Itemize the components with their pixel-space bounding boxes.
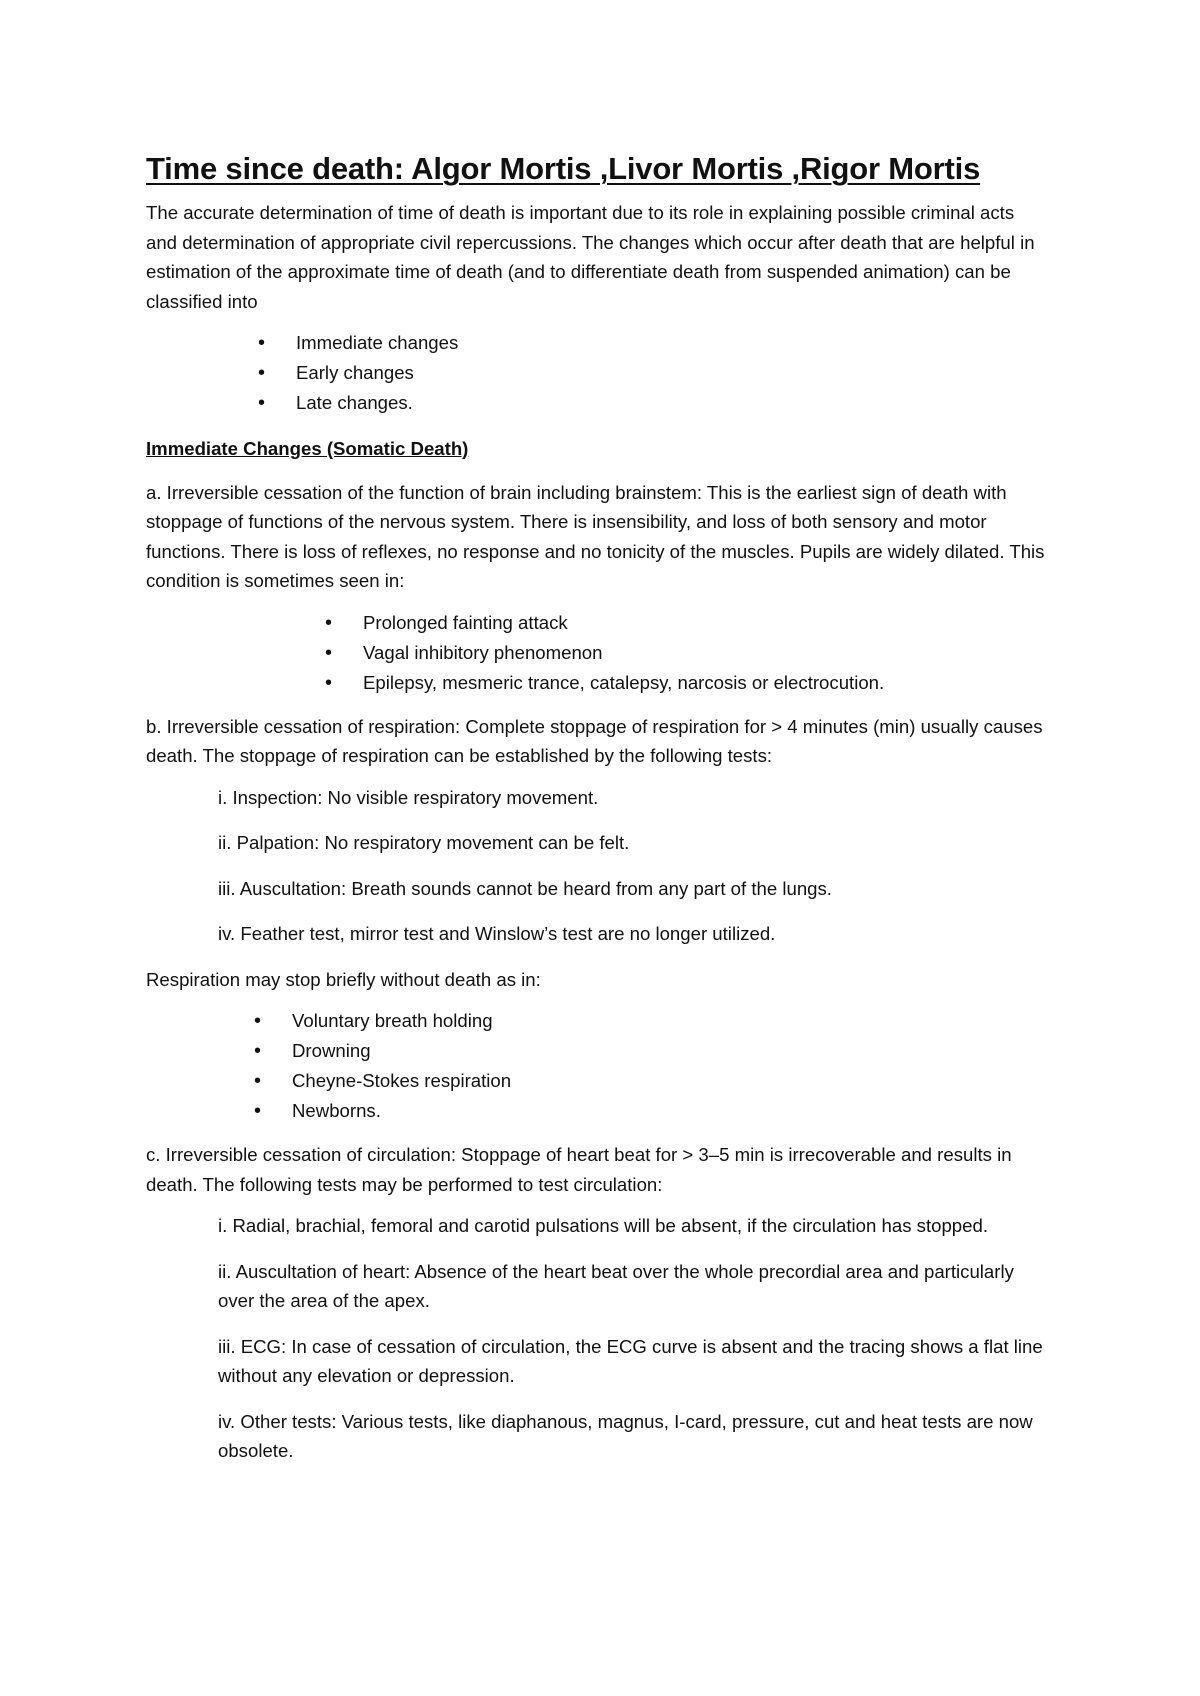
list-item: • Early changes xyxy=(296,358,1046,388)
item-b-paragraph: b. Irreversible cessation of respiration: Complete stoppage of respiration for > 4 minutes (min) usually causes death. The stoppage of respiration can be established by the following tests: xyxy=(146,715,1043,766)
list-item: • Drowning xyxy=(292,1036,1046,1066)
list-item: • Voluntary breath holding xyxy=(292,1006,1046,1036)
list-item: • Newborns. xyxy=(292,1096,1046,1126)
respiration-test-item: iv. Feather test, mirror test and Winslow’s test are no longer utilized. xyxy=(218,923,776,944)
circulation-test-item: iii. ECG: In case of cessation of circulation, the ECG curve is absent and the tracing shows a flat line without any elevation or depression. xyxy=(218,1335,1043,1386)
intro-paragraph: The accurate determination of time of death is important due to its role in explaining possible criminal acts and determination of appropriate civil repercussions. The changes which occur after death that are helpful in estimation of the approximate time of death (and to differentiate death from suspended animation) can be classified into xyxy=(146,202,1035,312)
circulation-test-item: ii. Auscultation of heart: Absence of the heart beat over the whole precordial area and particularly over the area of the apex. xyxy=(218,1260,1014,1311)
list-item: • Late changes. xyxy=(296,388,1046,418)
circulation-test-item: iv. Other tests: Various tests, like diaphanous, magnus, I-card, pressure, cut and heat tests are now obsolete. xyxy=(218,1410,1033,1461)
list-item: • Immediate changes xyxy=(296,328,1046,358)
circulation-test-item: i. Radial, brachial, femoral and carotid pulsations will be absent, if the circulation has stopped. xyxy=(218,1215,988,1236)
conditions-list xyxy=(146,608,1046,698)
item-a-paragraph: a. Irreversible cessation of the function of brain including brainstem: This is the earliest sign of death with stoppage of functions of the nervous system. There is insensibility, and loss of both sensory and motor functions. There is loss of reflexes, no response and no tonicity of the muscles. Pupils are widely dilated. This condition is sometimes seen in: xyxy=(146,481,1045,591)
change-types-list xyxy=(146,328,1046,418)
list-item: • Vagal inhibitory phenomenon xyxy=(363,638,1046,668)
list-item: • Epilepsy, mesmeric trance, catalepsy, narcosis or electrocution. xyxy=(363,668,1046,698)
respiration-test-item: ii. Palpation: No respiratory movement can be felt. xyxy=(218,832,630,853)
document-title: Time since death: Algor Mortis ,Livor Mortis ,Rigor Mortis xyxy=(146,151,981,186)
item-c-paragraph: c. Irreversible cessation of circulation: Stoppage of heart beat for > 3–5 min is irrecoverable and results in death. The following tests may be performed to test circulation: xyxy=(146,1144,1012,1195)
respiration-note: Respiration may stop briefly without death as in: xyxy=(146,968,541,990)
list-item: • Prolonged fainting attack xyxy=(363,608,1046,638)
respiration-test-item: i. Inspection: No visible respiratory movement. xyxy=(218,786,599,808)
list-item: • Cheyne-Stokes respiration xyxy=(292,1066,1046,1096)
exceptions-list xyxy=(146,1006,1046,1126)
section-heading: Immediate Changes (Somatic Death) xyxy=(146,438,469,459)
respiration-test-item: iii. Auscultation: Breath sounds cannot be heard from any part of the lungs. xyxy=(218,877,832,899)
document-content xyxy=(146,150,1046,1482)
